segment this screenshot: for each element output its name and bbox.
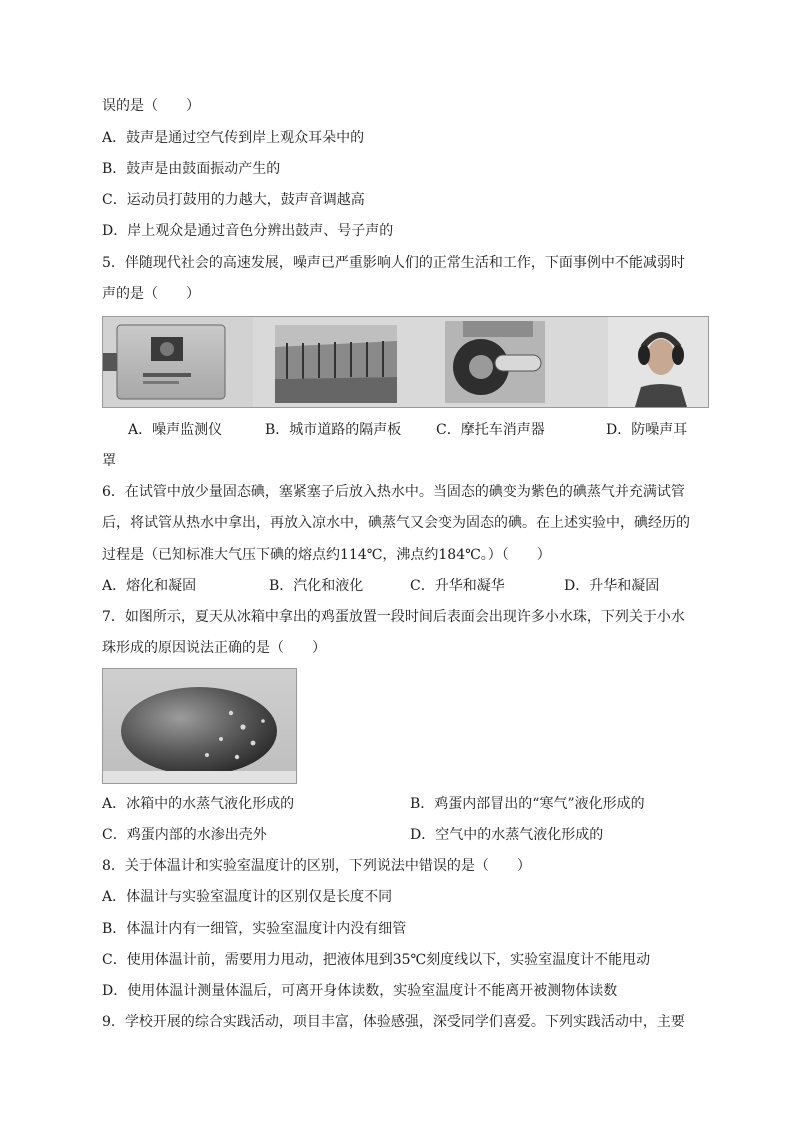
q7-egg-photo xyxy=(102,668,297,784)
q4-option-c: C．运动员打鼓用的力越大，鼓声音调越高 xyxy=(102,192,365,208)
q5-stem: 5．伴随现代社会的高速发展，噪声已严重影响人们的正常生活和工作，下面事例中不能减弱时 xyxy=(102,255,685,271)
sound-barrier-photo xyxy=(275,325,397,403)
q8-option-c: C．使用体温计前，需要用力甩动，把液体甩到35℃刻度线以下，实验室温度计不能甩动 xyxy=(102,952,651,968)
q8-option-d: D．使用体温计测量体温后，可离开身体读数，实验室温度计不能离开被测物体读数 xyxy=(102,983,618,999)
q7-stem-1: 7．如图所示，夏天从冰箱中拿出的鸡蛋放置一段时间后表面会出现许多小水珠，下列关于小水 xyxy=(102,609,685,625)
earmuffs-photo xyxy=(608,317,708,407)
q7-option-a: A．冰箱中的水蒸气液化形成的 xyxy=(102,796,295,812)
egg-image xyxy=(103,669,296,783)
q7-option-c: C．鸡蛋内部的水渗出壳外 xyxy=(102,827,267,843)
q4-option-a: A．鼓声是通过空气传到岸上观众耳朵中的 xyxy=(102,130,365,146)
q6-stem-1: 6．在试管中放少量固态碘，塞紧塞子后放入热水中。当固态的碘变为紫色的碘蒸气并充满试管 xyxy=(102,484,685,500)
q4-option-b: B．鼓声是由鼓面振动产生的 xyxy=(102,161,281,177)
q6-option-a: A．熔化和凝固 xyxy=(102,578,197,594)
q7-stem-2: 珠形成的原因说法正确的是（ ） xyxy=(102,640,326,656)
q5-photo-strip xyxy=(102,316,709,408)
q5-stem-cont: 声的是（ ） xyxy=(102,286,200,302)
q8-stem: 8．关于体温计和实验室温度计的区别，下列说法中错误的是（ ） xyxy=(102,858,531,874)
q6-stem-2: 后，将试管从热水中拿出，再放入凉水中，碘蒸气又会变为固态的碘。在上述实验中，碘经历的 xyxy=(102,515,690,531)
q5-photos xyxy=(103,317,708,407)
q5-option-d-wrap: 罩 xyxy=(102,453,116,469)
noise-monitor-photo xyxy=(103,317,253,407)
q5-option-a: A．噪声监测仪 xyxy=(128,422,223,438)
q7-option-d: D．空气中的水蒸气液化形成的 xyxy=(410,827,604,843)
q9-stem: 9．学校开展的综合实践活动，项目丰富，体验感强，深受同学们喜爱。下列实践活动中，主要 xyxy=(102,1014,685,1030)
q5-option-b: B．城市道路的隔声板 xyxy=(265,422,402,438)
muffler-photo xyxy=(445,321,545,403)
q5-option-c: C．摩托车消声器 xyxy=(436,422,545,438)
q4-option-d: D．岸上观众是通过音色分辨出鼓声、号子声的 xyxy=(102,223,394,239)
q7-option-b: B．鸡蛋内部冒出的“寒气”液化形成的 xyxy=(410,796,645,812)
line-0: 误的是（ ） xyxy=(102,98,200,114)
q5-option-d: D．防噪声耳 xyxy=(606,422,688,438)
q8-option-b: B．体温计内有一细管，实验室温度计内没有细管 xyxy=(102,921,407,937)
q8-option-a: A．体温计与实验室温度计的区别仅是长度不同 xyxy=(102,889,393,905)
q6-stem-3: 过程是（已知标准大气压下碘的熔点约114℃，沸点约184℃。）（ ） xyxy=(102,547,551,563)
q6-option-b: B．汽化和液化 xyxy=(269,578,364,594)
q6-option-d: D．升华和凝固 xyxy=(564,578,660,594)
q6-option-c: C．升华和凝华 xyxy=(410,578,505,594)
